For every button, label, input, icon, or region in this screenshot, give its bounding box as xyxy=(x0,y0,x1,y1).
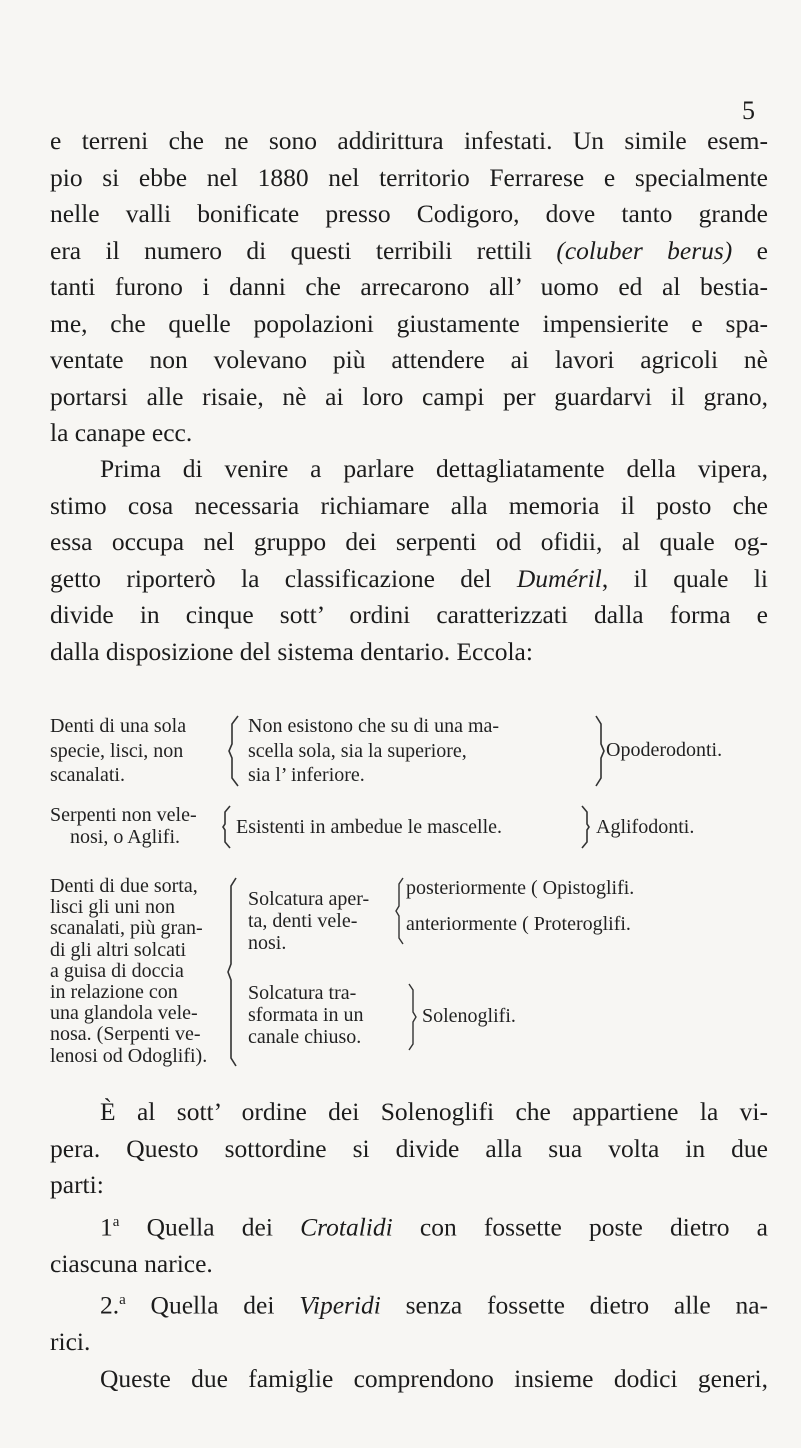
table-cell-line: canale chiuso. xyxy=(248,1026,362,1048)
row3-closed-canal xyxy=(248,982,364,1048)
text-line: ventate non volevano più attendere ai lavori agricoli nè xyxy=(50,345,768,374)
table-cell-line: specie, lisci, non xyxy=(50,739,184,762)
text-fragment: Quella dei xyxy=(125,1290,300,1320)
list-item-crotalidi xyxy=(50,1204,768,1246)
row1-teeth xyxy=(248,714,499,788)
text-fragment: con fossette poste dietro a xyxy=(392,1212,768,1241)
list-item-viperidi xyxy=(50,1282,768,1324)
family-name: Crotalidi xyxy=(300,1212,393,1241)
text-fragment: Quella dei xyxy=(119,1212,301,1241)
brace-right xyxy=(406,982,418,1052)
ordinal-suffix: a xyxy=(119,1292,126,1308)
position-label: posteriormente xyxy=(406,877,526,899)
text-line: pio si ebbe nel 1880 nel territorio Ferrarese e specialmente xyxy=(50,162,768,192)
text-fragment: era il numero di questi terribili rettili xyxy=(50,235,532,265)
text-line: essa occupa nel gruppo dei serpenti od ofidii, al quale og- xyxy=(50,527,768,556)
text-line: ciascuna narice. xyxy=(50,1248,213,1278)
text-fragment: getto riporterò la classificazione del xyxy=(50,563,517,593)
table-cell-line: Denti di una sola xyxy=(50,715,187,737)
table-cell-line: nosi. xyxy=(248,932,287,954)
brace-left xyxy=(220,804,234,850)
text-line: parti: xyxy=(50,1170,104,1199)
table-cell-line: sia l’ inferiore. xyxy=(248,764,365,786)
table-cell-line: ta, denti vele- xyxy=(248,910,358,932)
table-cell-line: a guisa di doccia xyxy=(50,959,184,982)
row2-teeth: Esistenti in ambedue le mascelle. xyxy=(236,816,503,838)
text-line: tanti furono i danni che arrecarono all’ uomo ed al bestia- xyxy=(50,272,768,301)
suborder-name: ( Proteroglifi. xyxy=(522,913,631,935)
row2-description xyxy=(50,804,197,848)
author-name: Duméril xyxy=(516,563,602,593)
table-cell-line: Solcatura tra- xyxy=(248,982,357,1004)
page-number: 5 xyxy=(742,96,755,125)
text-line: dalla disposizione del sistema dentario. Eccola: xyxy=(50,636,533,666)
solenoglifi-paragraph xyxy=(50,1094,768,1397)
classification-intro-paragraph xyxy=(50,451,768,670)
text-line: me, che quelle popolazioni giustamente impensierite e spa- xyxy=(50,308,768,338)
text-line: pera. Questo sottordine si divide alla sua volta in due xyxy=(50,1133,768,1163)
text-line: Prima di venire a parlare dettagliatamente della vipera, xyxy=(100,454,768,483)
table-cell-line: Non esistono che su di una ma- xyxy=(248,715,500,737)
table-cell-line: Denti di due sorta, xyxy=(50,875,198,897)
text-line: la canape ecc. xyxy=(50,418,193,447)
table-cell-line: sformata in un xyxy=(248,1004,364,1026)
table-cell-line: nosa. (Serpenti ve- xyxy=(50,1023,201,1046)
table-cell-line: una glandola vele- xyxy=(50,1002,198,1025)
proteroglifi-row xyxy=(406,912,631,937)
row1-description xyxy=(50,714,186,788)
text-fragment: senza fossette dietro alle na- xyxy=(380,1290,769,1320)
text-line: È al sott’ ordine dei Solenoglifi che appartiene la vi- xyxy=(100,1097,768,1126)
text-line: portarsi alle risaie, nè ai loro campi per guardarvi il grano, xyxy=(50,381,768,411)
text-line xyxy=(50,233,768,270)
brace-left xyxy=(226,714,242,788)
table-cell-line: lisci gli uni non xyxy=(50,896,175,919)
item-number: 2. xyxy=(100,1290,120,1320)
table-cell-line: scanalati. xyxy=(50,764,125,786)
suborder-name: ( Opistoglifi. xyxy=(530,877,635,899)
row3-open-groove xyxy=(248,888,369,954)
table-cell-line: scella sola, sia la superiore, xyxy=(248,739,467,762)
text-line: e terreni che ne sono addirittura infestati. Un simile esem- xyxy=(50,126,768,155)
text-fragment: e xyxy=(732,235,769,265)
opistoglifi-row xyxy=(406,876,634,901)
species-name: (coluber berus) xyxy=(556,235,733,265)
text-line: divide in cinque sott’ ordini caratterizzati dalla forma e xyxy=(50,600,768,629)
ordinal-suffix: a xyxy=(112,1213,120,1230)
brace-left xyxy=(226,876,240,1068)
text-line xyxy=(50,561,768,598)
table-cell-line: di gli altri solcati xyxy=(50,938,187,961)
family-name: Viperidi xyxy=(299,1290,381,1320)
table-cell-line: Serpenti non vele- xyxy=(50,804,197,826)
brace-right xyxy=(578,804,592,850)
intro-paragraph xyxy=(50,123,768,452)
text-line: Queste due famiglie comprendono insieme dodici generi, xyxy=(100,1363,768,1393)
table-cell-line: nosi, o Aglifi. xyxy=(70,826,181,848)
row2-suborder: Aglifodonti. xyxy=(596,816,695,838)
brace-split xyxy=(394,876,406,946)
item-number: 1 xyxy=(100,1212,113,1241)
text-line: stimo cosa necessaria richiamare alla memoria il posto che xyxy=(50,490,768,520)
table-cell-line: Solcatura aper- xyxy=(248,888,370,910)
row1-suborder: Opoderodonti. xyxy=(606,739,723,761)
table-cell-line: lenosi od Odoglifi). xyxy=(50,1044,208,1067)
table-cell-line: scanalati, più gran- xyxy=(50,917,203,940)
text-line: rici. xyxy=(50,1327,91,1356)
position-label: anteriormente xyxy=(406,913,518,935)
text-line: nelle valli bonificate presso Codigoro, dove tanto grande xyxy=(50,199,768,228)
text-fragment: , il quale li xyxy=(601,563,769,593)
brace-right xyxy=(592,714,606,788)
row3-suborder: Solenoglifi. xyxy=(422,1005,516,1027)
row3-description xyxy=(50,876,207,1067)
table-cell-line: in relazione con xyxy=(50,981,178,1004)
